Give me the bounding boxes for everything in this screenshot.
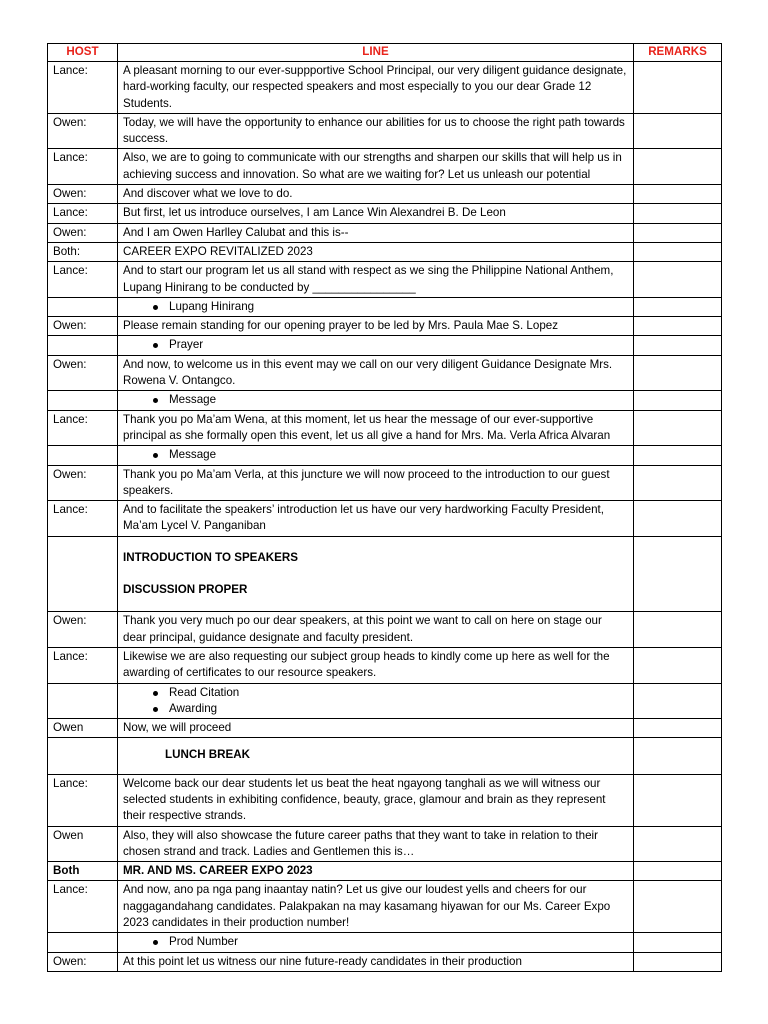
cue-list [123,392,628,408]
line-cell [118,683,634,719]
line-cell [118,738,634,774]
line-cell: At this point let us witness our nine future-ready candidates in their production [118,952,634,971]
host-cell: Both [48,862,118,881]
line-cell: Today, we will have the opportunity to enhance our abilities for us to choose the right path towards success. [118,113,634,149]
remarks-cell [634,355,722,391]
cue-item: Prayer [153,337,628,353]
host-cell: Lance: [48,204,118,223]
line-cell: A pleasant morning to our ever-suppportive School Principal, our very diligent guidance designate, hard-working faculty, our respected speakers and most especially to you our dear Grade 12 Students. [118,62,634,114]
line-cell [118,336,634,355]
remarks-cell [634,862,722,881]
table-row [48,297,722,316]
line-cell [118,391,634,410]
table-row [48,317,722,336]
remarks-cell [634,204,722,223]
table-row [48,62,722,114]
section-heading: DISCUSSION PROPER [123,583,248,597]
line-cell: Thank you po Ma’am Wena, at this moment, let us hear the message of our ever-supportive principal as she formally open this event, let us all give a hand for Mrs. Ma. Verla Africa Alvaran [118,410,634,446]
line-cell: Likewise we are also requesting our subject group heads to kindly come up here as well for the awarding of certificates to our resource speakers. [118,647,634,683]
table-row [48,113,722,149]
cue-item: Message [153,392,628,408]
remarks-cell [634,242,722,261]
line-cell: CAREER EXPO REVITALIZED 2023 [118,242,634,261]
table-row [48,933,722,952]
cue-list [123,447,628,463]
remarks-cell [634,952,722,971]
table-body [48,62,722,972]
line-cell: And now, to welcome us in this event may we call on our very diligent Guidance Designate Mrs. Rowena V. Ontangco. [118,355,634,391]
line-cell: Thank you po Ma’am Verla, at this juncture we will now proceed to the introduction to our guest speakers. [118,465,634,501]
cue-list [123,299,628,315]
line-cell: Please remain standing for our opening prayer to be led by Mrs. Paula Mae S. Lopez [118,317,634,336]
line-cell [118,446,634,465]
table-row [48,149,722,185]
remarks-cell [634,410,722,446]
host-cell: Owen: [48,113,118,149]
remarks-cell [634,683,722,719]
table-row [48,446,722,465]
table-row [48,738,722,774]
table-row [48,501,722,537]
host-cell [48,933,118,952]
program-script-table [47,43,722,972]
cue-list [123,337,628,353]
host-cell: Owen: [48,185,118,204]
host-cell: Lance: [48,62,118,114]
cue-item: Awarding [153,701,628,717]
remarks-cell [634,933,722,952]
host-cell: Lance: [48,410,118,446]
table-row [48,612,722,648]
table-row [48,242,722,261]
header-line: LINE [118,44,634,62]
table-row [48,223,722,242]
table-row [48,410,722,446]
remarks-cell [634,719,722,738]
host-cell: Owen: [48,317,118,336]
remarks-cell [634,647,722,683]
table-row [48,391,722,410]
cue-item: Prod Number [153,934,628,950]
remarks-cell [634,446,722,465]
host-cell [48,536,118,612]
section-heading: INTRODUCTION TO SPEAKERS [123,550,298,564]
remarks-cell [634,336,722,355]
host-cell: Owen [48,719,118,738]
line-cell: Welcome back our dear students let us beat the heat ngayong tanghali as we will witness our selected students in exhibiting confidence, beauty, grace, glamour and brain as they represent their respective strands. [118,774,634,826]
remarks-cell [634,185,722,204]
remarks-cell [634,62,722,114]
line-cell [118,933,634,952]
table-row [48,262,722,298]
remarks-cell [634,881,722,933]
table-row [48,536,722,612]
line-cell: Also, we are to going to communicate with our strengths and sharpen our skills that will help us in achieving success and innovation. So what are we waiting for? Let us unleash our potential [118,149,634,185]
cue-list [123,934,628,950]
remarks-cell [634,317,722,336]
host-cell: Owen: [48,952,118,971]
line-cell: But first, let us introduce ourselves, I am Lance Win Alexandrei B. De Leon [118,204,634,223]
table-row [48,204,722,223]
table-row [48,336,722,355]
remarks-cell [634,501,722,537]
remarks-cell [634,536,722,612]
section-spacer [123,566,628,582]
line-cell: MR. AND MS. CAREER EXPO 2023 [118,862,634,881]
table-row [48,465,722,501]
line-cell: Also, they will also showcase the future career paths that they want to take in relation to their chosen strand and track. Ladies and Gentlemen this is… [118,826,634,862]
table-row [48,881,722,933]
header-remarks: REMARKS [634,44,722,62]
header-host: HOST [48,44,118,62]
table-row [48,952,722,971]
host-cell: Lance: [48,149,118,185]
line-cell: And I am Owen Harlley Calubat and this is-- [118,223,634,242]
host-cell: Lance: [48,262,118,298]
table-row [48,647,722,683]
remarks-cell [634,149,722,185]
remarks-cell [634,297,722,316]
line-cell: And to facilitate the speakers’ introduction let us have our very hardworking Faculty President, Ma’am Lycel V. Panganiban [118,501,634,537]
line-cell [118,297,634,316]
line-cell [118,536,634,612]
table-header-row [48,44,722,62]
host-cell: Lance: [48,881,118,933]
host-cell: Lance: [48,501,118,537]
host-cell [48,738,118,774]
host-cell: Owen: [48,223,118,242]
table-row [48,862,722,881]
table-row [48,774,722,826]
table-row [48,826,722,862]
table-row [48,185,722,204]
host-cell [48,336,118,355]
host-cell [48,391,118,410]
host-cell: Owen: [48,612,118,648]
remarks-cell [634,391,722,410]
table-row [48,719,722,738]
host-cell [48,297,118,316]
line-cell: And now, ano pa nga pang inaantay natin? Let us give our loudest yells and cheers for our naggagandahang candidates. Palakpakan na may kasamang hiyawan for our Ms. Career Expo 2023 candidates in their production number! [118,881,634,933]
host-cell: Owen: [48,355,118,391]
remarks-cell [634,262,722,298]
remarks-cell [634,612,722,648]
line-cell: Now, we will proceed [118,719,634,738]
remarks-cell [634,223,722,242]
cue-item: Lupang Hinirang [153,299,628,315]
line-cell: And to start our program let us all stand with respect as we sing the Philippine National Anthem, Lupang Hinirang to be conducted by ________________ [118,262,634,298]
remarks-cell [634,113,722,149]
remarks-cell [634,465,722,501]
table-row [48,683,722,719]
line-cell: Thank you very much po our dear speakers, at this point we want to call on here on stage our dear principal, guidance designate and faculty president. [118,612,634,648]
line-cell: And discover what we love to do. [118,185,634,204]
host-cell: Lance: [48,774,118,826]
cue-item: Message [153,447,628,463]
remarks-cell [634,774,722,826]
host-cell [48,683,118,719]
host-cell: Owen [48,826,118,862]
lunch-break-heading: LUNCH BREAK [165,748,251,762]
host-cell [48,446,118,465]
host-cell: Lance: [48,647,118,683]
remarks-cell [634,826,722,862]
host-cell: Owen: [48,465,118,501]
cue-item: Read Citation [153,685,628,701]
cue-list [123,685,628,718]
host-cell: Both: [48,242,118,261]
table-row [48,355,722,391]
remarks-cell [634,738,722,774]
